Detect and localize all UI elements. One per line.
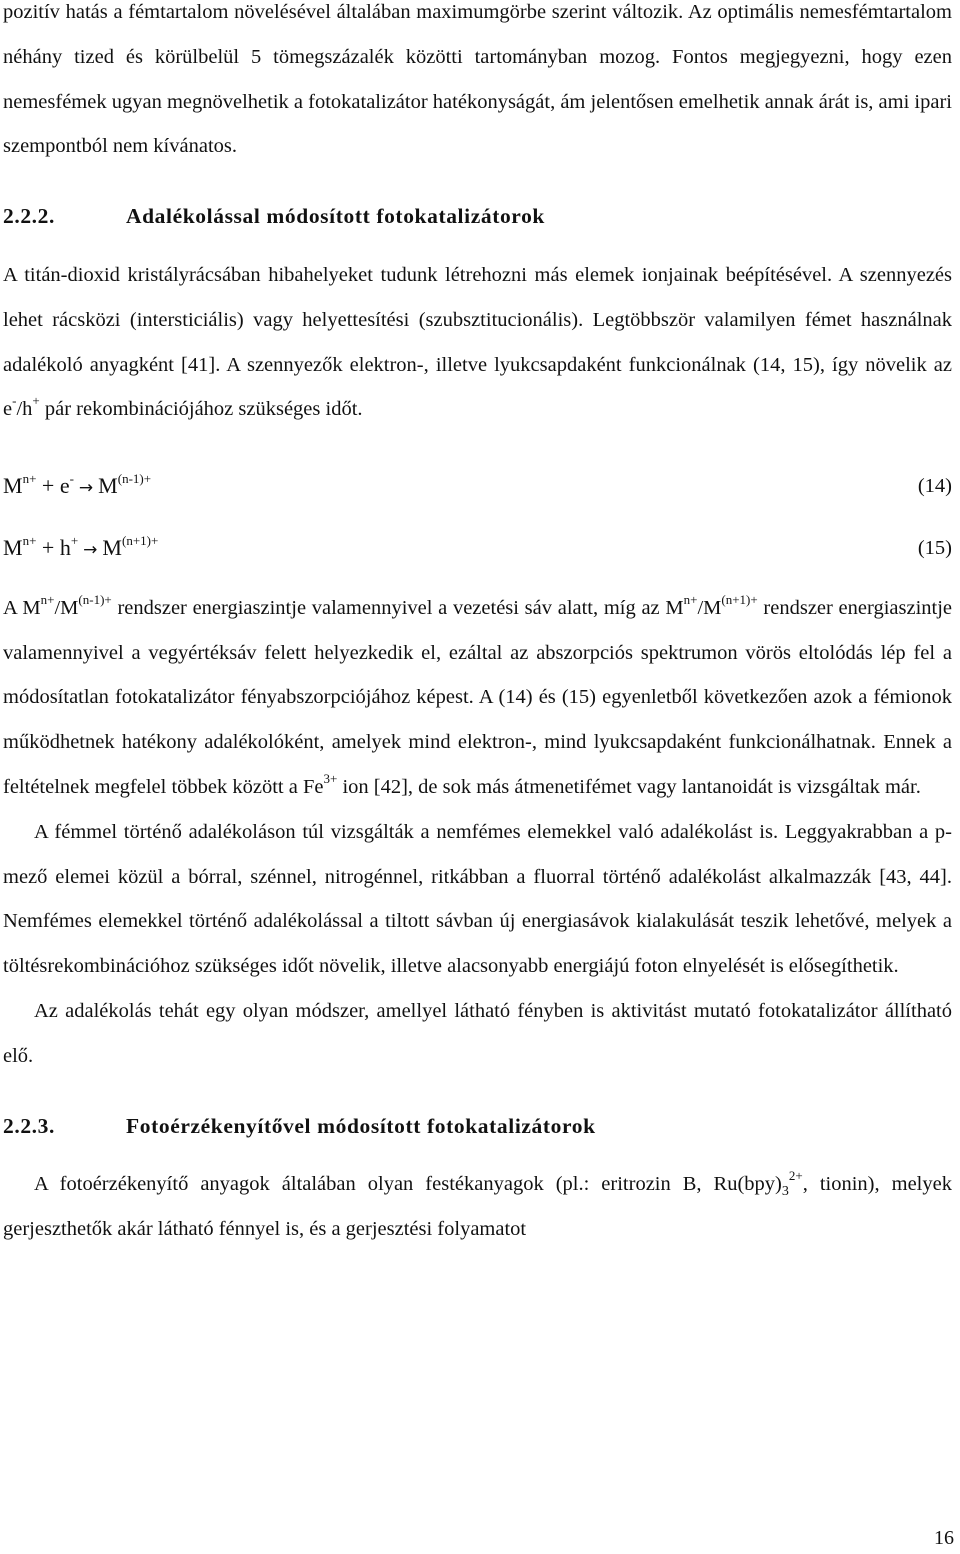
equation-number: (15) (917, 536, 952, 559)
section-heading-2-2-2 (3, 194, 952, 239)
equation-15: $M^{n+} + h^+ \to M^{(n+1)+}$ (15) (3, 526, 952, 571)
page-number: 16 (934, 1527, 954, 1549)
paragraph-summary: Az adalékolás tehát egy olyan módszer, amellyel látható fényben is aktivitást mutató fotokatalizátor állítható elő. (3, 999, 952, 1067)
section-number: 2.2.2. (3, 204, 55, 229)
paragraph-doping-intro: A titán-dioxid kristályrácsában hibahelyeket tudunk létrehozni más elemek ionjainak beépítésével. A szennyezés lehet rácsközi (intersticiális) vagy helyettesítési (szubsztitucionális). Legtöbbször valamilyen fémet használnak adalékoló anyagként [41]. A szennyezők elektron-, illetve lyukcsapdaként funkcionálnak (14, 15), így növelik az e-/h+ pár rekombinációjához szükséges időt. (3, 263, 952, 421)
section-number: 2.2.3. (3, 1113, 55, 1138)
paragraph-sensitizers: A fotoérzékenyítő anyagok általában olyan festékanyagok (pl.: eritrozin B, $Ru(bpy)_3^{2+}$, tionin), melyek gerjeszthetők akár látható fénnyel is, és a gerjesztési folyamatot (3, 1168, 952, 1241)
paragraph-intro: pozitív hatás a fémtartalom növelésével általában maximumgörbe szerint változik. Az optimális nemesfémtartalom néhány tized és körülbelül 5 tömegszázalék közötti tartományban mozog. Fontos megjegyezni, hogy ezen nemesfémek ugyan megnövelhetik a fotokatalizátor hatékonyságát, ám jelentősen emelhetik annak árát is, ami ipari szempontból nem kívánatos. (3, 1, 952, 158)
section-title: Adalékolással módosított fotokatalizátorok (126, 204, 545, 229)
paragraph-nonmetal-doping: A fémmel történő adalékoláson túl vizsgálták a nemfémes elemekkel való adalékolást is. Leggyakrabban a p-mező elemei közül a bórral, szénnel, nitrogénnel, ritkábban a fluorral történő adalékolást alkalmazzák [43, 44]. Nemfémes elemekkel történő adalékolással a tiltott sávban új energiasávok kialakulását teszik lehetővé, melyek a töltésrekombinációhoz szükséges időt növelik, illetve alacsonyabb energiájú foton elnyelését is elősegíthetik. (3, 820, 952, 978)
arrow-icon: → (83, 539, 98, 560)
equation-14: $M^{n+} + e^- \to M^{(n-1)+}$ (14) (3, 464, 952, 509)
paragraph-energy-levels: A $M^{n+}/M^{(n-1)+}$ rendszer energiaszintje valamennyivel a vezetési sáv alatt, míg az $M^{n+}/M^{(n+1)+}$ rendszer energiaszintje valamennyivel a vegyértéksáv felett helyezkedik el, ezáltal az abszorpciós spektrumon vörös eltolódás lép fel a módosítatlan fotokatalizátor fényabszorpciójához képest. A (14) és (15) egyenletből következően azok a fémionok működhetnek hatékony adalékolóként, amelyek mind elektron-, mind lyukcsapdaként funkcionálhatnak. Ennek a feltételnek megfelel többek között a $Fe^{3+}$ ion [42], de sok más átmenetifémet vagy lantanoidát is vizsgáltak már. (3, 591, 953, 798)
arrow-icon: → (78, 478, 94, 499)
equation-number: (14) (917, 475, 952, 498)
document-page (3, 0, 952, 1252)
section-title: Fotoérzékenyítővel módosított fotokatalizátorok (126, 1113, 596, 1138)
section-heading-2-2-3 (3, 1104, 952, 1149)
